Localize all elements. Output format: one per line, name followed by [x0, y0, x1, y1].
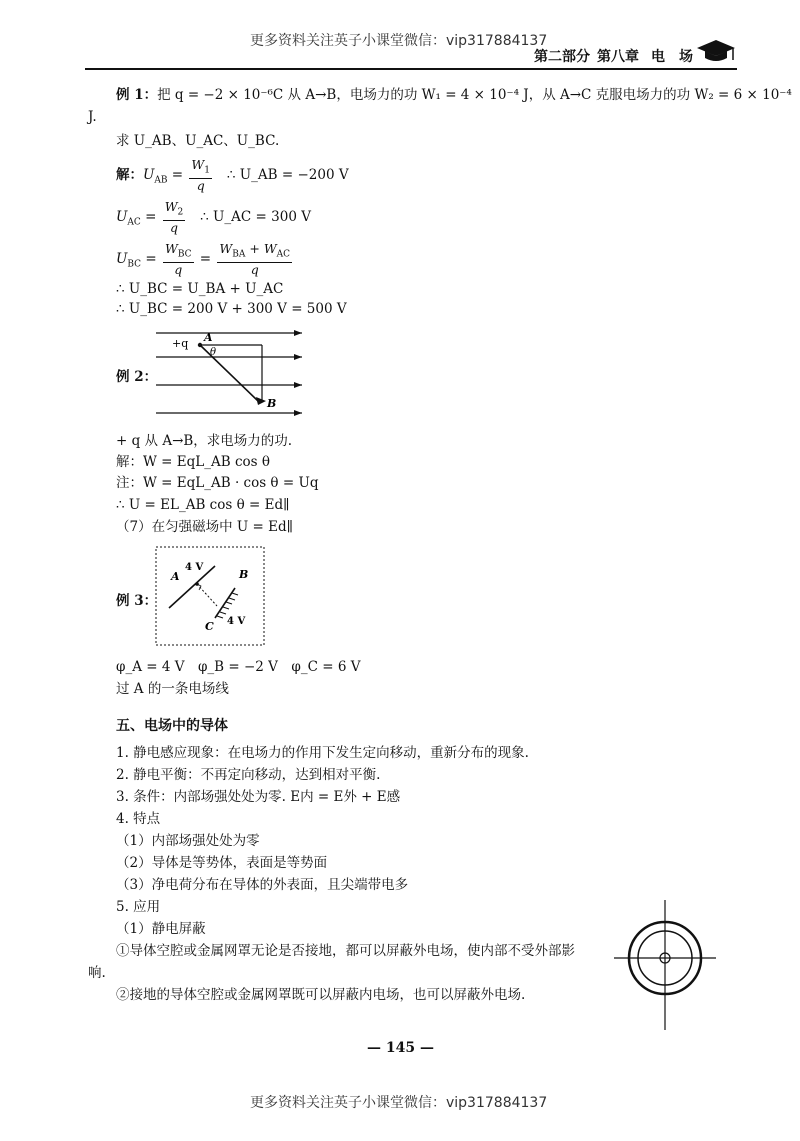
- watermark-bottom: 更多资料关注英子小课堂微信：vip317884137: [250, 1095, 548, 1111]
- example1-line2-result: ∴ U_AC = 300 V: [200, 208, 311, 225]
- section5-item: 5. 应用: [116, 899, 161, 915]
- section5-item: 4. 特点: [116, 811, 161, 827]
- example2-figure: [150, 325, 310, 423]
- example1-ask: 求 U_AB、U_AC、U_BC.: [116, 133, 280, 149]
- header-rule: [85, 68, 737, 70]
- example3-fig-a: A: [171, 570, 180, 583]
- section5-item: （1）内部场强处处为零: [116, 833, 260, 849]
- example2-fig-b: B: [267, 397, 277, 410]
- example2-solution: 解：W = EqL_AB cos θ: [116, 454, 270, 470]
- example3-figure: [155, 546, 267, 648]
- crosshair-target-icon: [614, 900, 716, 1030]
- section5-item: ②接地的导体空腔或金属网罩既可以屏蔽内电场，也可以屏蔽外电场.: [116, 987, 526, 1003]
- graduation-cap-icon: [695, 36, 737, 66]
- section5-item: 响.: [88, 965, 106, 981]
- example2-note: 注：W = EqL_AB · cos θ = Uq: [116, 475, 319, 491]
- example3-fig-v1: 4 V: [185, 562, 204, 573]
- example1-line5: ∴ U_BC = 200 V + 300 V = 500 V: [116, 301, 347, 317]
- section5-item: （1）静电屏蔽: [116, 921, 206, 937]
- section5-item: 1. 静电感应现象：在电场力的作用下发生定向移动，重新分布的现象.: [116, 745, 529, 761]
- example1-line1: 解：$U_{AB}$ = $\frac{W_1}{q}$ ∴ U_AB = −200 V: [116, 157, 349, 193]
- example2-task: + q 从 A→B，求电场力的功.: [116, 433, 293, 449]
- section5-title: 五、电场中的导体: [116, 718, 228, 734]
- example1-line1-result: ∴ U_AB = −200 V: [226, 166, 349, 183]
- header-chapter: 第八章: [597, 49, 639, 65]
- watermark-top: 更多资料关注英子小课堂微信：vip317884137: [250, 33, 548, 49]
- example1-label: 例 1：: [116, 87, 158, 103]
- example1-line2: $U_{AC}$ = $\frac{W_2}{q}$ ∴ U_AC = 300 V: [116, 199, 311, 235]
- section5-item: 2. 静电平衡：不再定向移动，达到相对平衡.: [116, 767, 381, 783]
- section5-item: 3. 条件：内部场强处处为零. E内 = E外 + E感: [116, 789, 401, 805]
- page-number: — 145 —: [367, 1040, 434, 1056]
- example2-fig-a: A: [204, 331, 213, 344]
- example3-fig-c: C: [205, 620, 214, 633]
- example3-label: 例 3：: [116, 593, 158, 609]
- example2-rule: （7）在匀强磁场中 U = Ed∥: [116, 519, 293, 535]
- section5-item: （2）导体是等势体，表面是等势面: [116, 855, 328, 871]
- example3-potentials: φ_A = 4 V φ_B = −2 V φ_C = 6 V: [116, 659, 361, 675]
- example1-line4: ∴ U_BC = U_BA + U_AC: [116, 281, 284, 297]
- section5-item: （3）净电荷分布在导体的外表面，且尖端带电多: [116, 877, 409, 893]
- example2-therefore: ∴ U = EL_AB cos θ = Ed∥: [116, 497, 290, 513]
- example1-statement-end: J.: [88, 109, 97, 125]
- example1-line3: $U_{BC}$ = $\frac{W_{BC}}{q}$ = $\frac{W_{BA} + W_{AC}}{q}$: [116, 241, 291, 277]
- example3-fig-b: B: [239, 568, 249, 581]
- header-part: 第二部分: [534, 49, 590, 65]
- example1-text: 把 q = −2 × 10⁻⁶C 从 A→B，电场力的功 W₁ = 4 × 10⁻⁴ J，从 A→C 克服电场力的功 W₂ = 6 × 10⁻⁴: [157, 87, 792, 103]
- example2-fig-theta: θ: [210, 347, 217, 358]
- example3-task: 过 A 的一条电场线: [116, 681, 229, 697]
- example1-statement: [116, 86, 792, 104]
- example2-fig-charge: +q: [172, 337, 189, 350]
- example2-label: 例 2：: [116, 369, 158, 385]
- header-title: 电 场: [651, 49, 693, 65]
- section5-item: ①导体空腔或金属网罩无论是否接地，都可以屏蔽外电场，使内部不受外部影: [116, 943, 575, 959]
- example3-fig-v2: 4 V: [227, 616, 246, 627]
- example1-sol-label: 解：: [116, 166, 143, 183]
